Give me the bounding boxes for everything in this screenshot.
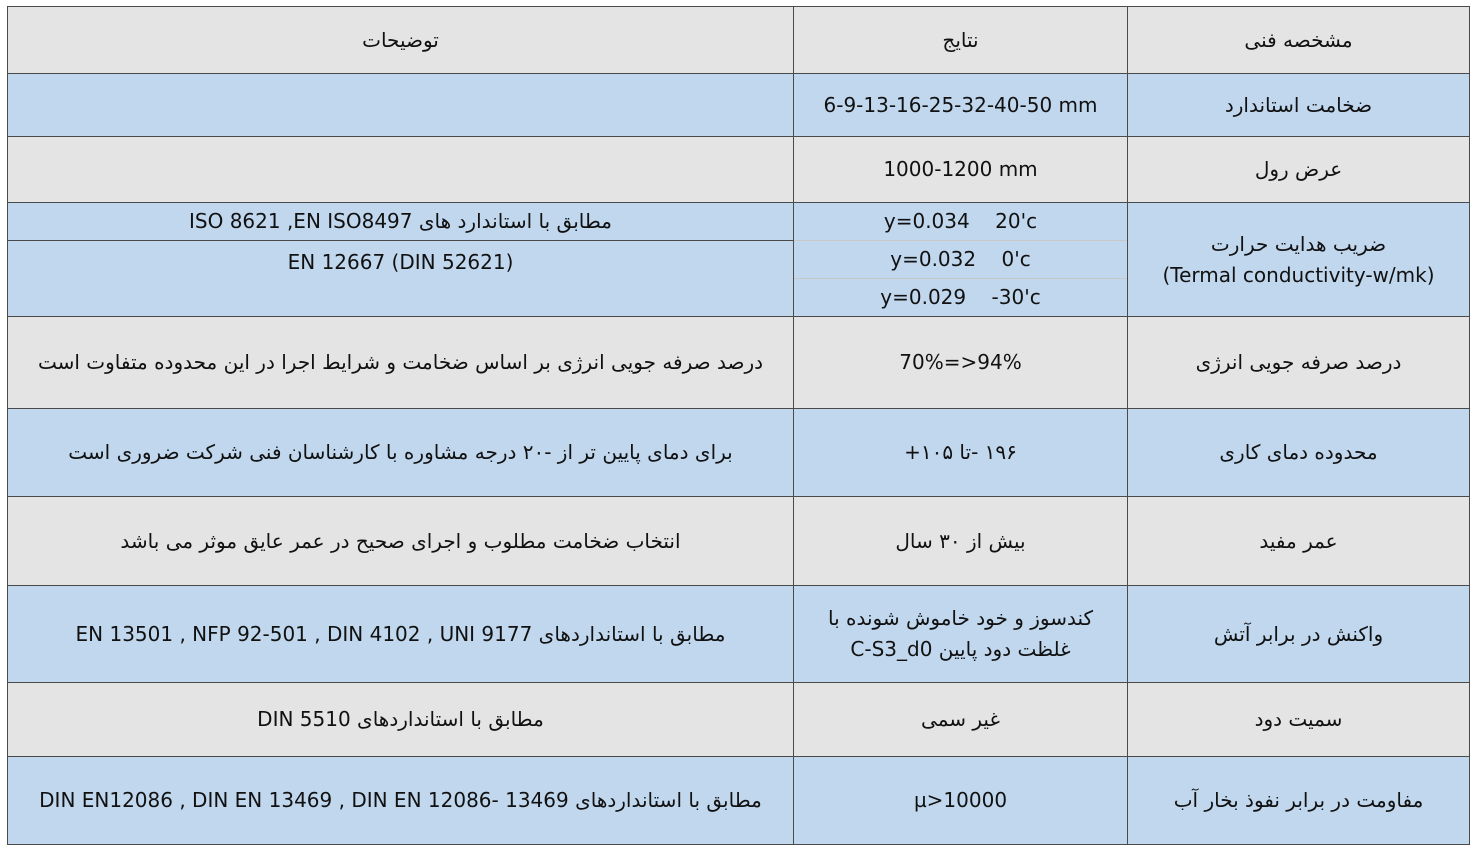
desc-cell: مطابق با استاندارد های ISO 8621 ,EN ISO8497 — [8, 203, 794, 241]
desc-cell — [8, 137, 794, 203]
desc-cell: مطابق با استانداردهای EN 13501 , NFP 92-501 , DIN 4102 , UNI 9177 — [8, 586, 794, 683]
desc-cell: مطابق با استانداردهای DIN 5510 — [8, 683, 794, 757]
spec-cell — [1128, 203, 1470, 317]
table-row — [8, 203, 1470, 241]
spec-cell: ضخامت استاندارد — [1128, 74, 1470, 137]
table-row — [8, 757, 1470, 845]
result-subcell: y=0.034 20'c — [794, 203, 1128, 241]
spec-cell: محدوده دمای کاری — [1128, 409, 1470, 497]
result-cell: µ>10000 — [794, 757, 1128, 845]
table-row — [8, 409, 1470, 497]
desc-cell: EN 12667 (DIN 52621) — [8, 241, 794, 317]
result-cell: 1000-1200 mm — [794, 137, 1128, 203]
spec-table — [7, 6, 1470, 845]
result-subcell: y=0.032 0'c — [794, 241, 1128, 279]
header-spec: مشخصه فنی — [1128, 7, 1470, 74]
table-row — [8, 317, 1470, 409]
table-row — [8, 497, 1470, 586]
table-row — [8, 586, 1470, 683]
result-cell: غیر سمی — [794, 683, 1128, 757]
spec-cell: درصد صرفه جویی انرژی — [1128, 317, 1470, 409]
table-row — [8, 683, 1470, 757]
desc-cell: درصد صرفه جویی انرژی بر اساس ضخامت و شرایط اجرا در این محدوده متفاوت است — [8, 317, 794, 409]
spec-cell: واکنش در برابر آتش — [1128, 586, 1470, 683]
result-cell: 6-9-13-16-25-32-40-50 mm — [794, 74, 1128, 137]
result-cell: 70%=>94% — [794, 317, 1128, 409]
table-row — [8, 137, 1470, 203]
desc-cell: انتخاب ضخامت مطلوب و اجرای صحیح در عمر عایق موثر می باشد — [8, 497, 794, 586]
header-desc: توضیحات — [8, 7, 794, 74]
result-cell: کندسوز و خود خاموش شونده با غلظت دود پایین C-S3_d0 — [794, 586, 1128, 683]
desc-cell: برای دمای پایین تر از -۲۰ درجه مشاوره با کارشناسان فنی شرکت ضروری است — [8, 409, 794, 497]
result-subcell: y=0.029 -30'c — [794, 279, 1128, 317]
desc-cell — [8, 74, 794, 137]
header-results: نتایج — [794, 7, 1128, 74]
spec-cell: عرض رول — [1128, 137, 1470, 203]
desc-cell: مطابق با استانداردهای DIN EN12086 , DIN EN 13469 , DIN EN 12086- 13469 — [8, 757, 794, 845]
result-cell: ۱۹۶ -تا ۱۰۵+ — [794, 409, 1128, 497]
header-row — [8, 7, 1470, 74]
result-cell: بیش از ۳۰ سال — [794, 497, 1128, 586]
spec-line: (Termal conductivity-w/mk) — [1162, 262, 1435, 287]
spec-cell: سمیت دود — [1128, 683, 1470, 757]
spec-line: ضریب هدایت حرارت — [1210, 231, 1387, 256]
spec-cell: عمر مفید — [1128, 497, 1470, 586]
spec-cell: مفاومت در برابر نفوذ بخار آب — [1128, 757, 1470, 845]
table-row — [8, 74, 1470, 137]
